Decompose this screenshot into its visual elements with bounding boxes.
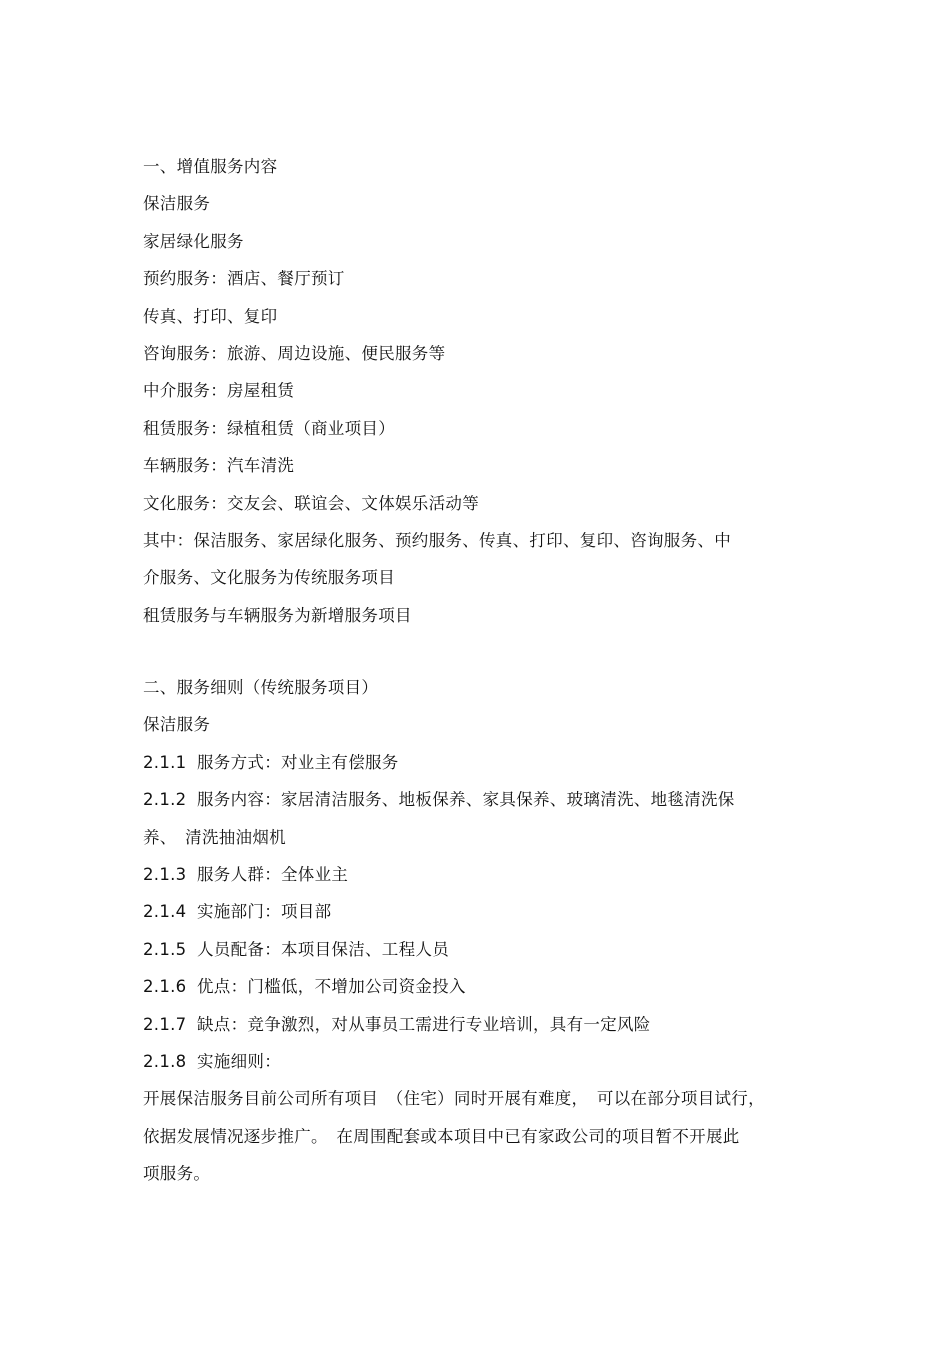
paragraph-line: 项服务。 — [143, 1164, 211, 1184]
list-item: 车辆服务：汽车清洗 — [143, 456, 295, 476]
list-item: 预约服务：酒店、餐厅预订 — [143, 269, 345, 289]
list-item: 文化服务：交友会、联谊会、文体娱乐活动等 — [143, 493, 479, 513]
list-item: 传真、打印、复印 — [143, 306, 278, 326]
paragraph-line: 开展保洁服务目前公司所有项目 （住宅）同时开展有难度， 可以在部分项目试行， — [143, 1089, 765, 1109]
rule-item — [143, 893, 823, 930]
summary-line: 租赁服务与车辆服务为新增服务项目 — [143, 605, 412, 625]
rule-text: 人员配备：本项目保洁、工程人员 — [197, 939, 449, 959]
rule-item — [143, 1043, 823, 1080]
list-item: 中介服务：房屋租赁 — [143, 381, 295, 401]
summary-line: 介服务、文化服务为传统服务项目 — [143, 568, 395, 588]
rule-item — [143, 856, 823, 893]
rule-item — [143, 1006, 823, 1043]
rule-number: 2.1.3 — [143, 865, 187, 885]
list-item: 保洁服务 — [143, 194, 211, 214]
rule-number: 2.1.5 — [143, 939, 187, 959]
section-gap — [143, 634, 823, 669]
rule-text: 服务方式：对业主有偿服务 — [197, 752, 399, 772]
rule-text: 服务内容：家居清洁服务、地板保养、家具保养、玻璃清洗、地毯清洗保 — [197, 790, 735, 810]
paragraph-line: 依据发展情况逐步推广。 在周围配套或本项目中已有家政公司的项目暂不开展此 — [143, 1126, 740, 1146]
list-item: 咨询服务：旅游、周边设施、便民服务等 — [143, 343, 446, 363]
rule-item-continuation — [143, 819, 823, 856]
rule-text: 服务人群：全体业主 — [197, 865, 349, 885]
rule-text: 养、 清洗抽油烟机 — [143, 827, 286, 847]
section2-heading: 二、服务细则（传统服务项目） — [143, 678, 379, 698]
rule-item — [143, 781, 823, 818]
rule-number: 2.1.6 — [143, 977, 187, 997]
rule-number: 2.1.2 — [143, 790, 187, 810]
rule-text: 缺点：竞争激烈，对从事员工需进行专业培训，具有一定风险 — [197, 1014, 651, 1034]
document-body — [143, 148, 823, 1193]
section1-heading: 一、增值服务内容 — [143, 157, 278, 176]
summary-line: 其中：保洁服务、家居绿化服务、预约服务、传真、打印、复印、咨询服务、中 — [143, 530, 731, 550]
list-item: 家居绿化服务 — [143, 231, 244, 251]
rule-number: 2.1.7 — [143, 1014, 187, 1034]
rule-text: 实施部门：项目部 — [197, 902, 332, 922]
rule-text: 实施细则： — [197, 1051, 281, 1071]
section2-subheading: 保洁服务 — [143, 715, 211, 735]
rule-item — [143, 968, 823, 1005]
rule-number: 2.1.1 — [143, 752, 187, 772]
rule-number: 2.1.8 — [143, 1051, 187, 1071]
rule-item — [143, 931, 823, 968]
rule-number: 2.1.4 — [143, 902, 187, 922]
list-item: 租赁服务：绿植租赁（商业项目） — [143, 418, 395, 438]
rule-text: 优点：门槛低，不增加公司资金投入 — [197, 977, 466, 997]
rule-item — [143, 744, 823, 781]
